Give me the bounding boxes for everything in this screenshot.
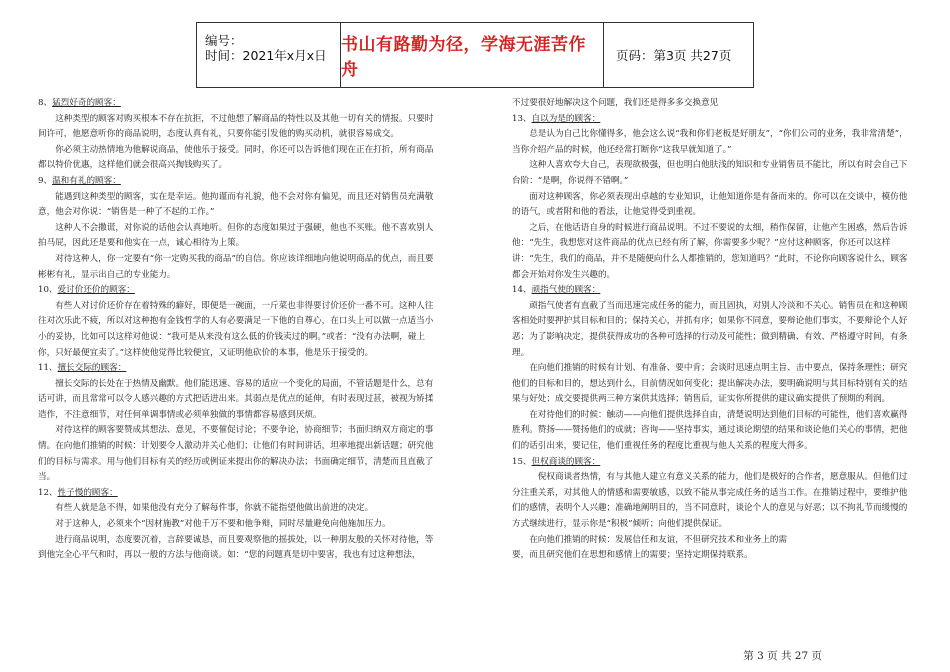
section-title: 但权商谈的顾客： — [531, 456, 601, 467]
section-heading — [38, 486, 436, 502]
paragraph: 要，而且研究他们在思想和感情上的需要；坚持定期保持联系。 — [512, 550, 753, 561]
section-heading — [38, 361, 436, 377]
paragraph: 这种人喜欢夸大自己，表现欲极强，但也明白他肤浅的知识和专业销售员不能比，所以有时会自己下台阶：“是啊，你说得不错啊。” — [512, 160, 908, 186]
paragraph: 不过要很好地解决这个问题，我们还是得多多交换意见 — [512, 98, 719, 108]
page-header — [196, 22, 754, 88]
section-title: 爱讨价还价的顾客： — [57, 285, 135, 296]
section-title: 性子慢的顾客： — [57, 487, 118, 498]
paragraph: 对于这种人，必须来个“因材施教”对他千万不要和他争辩，同时尽量避免向他施加压力。 — [55, 519, 391, 530]
section-number: 9、 — [38, 175, 53, 186]
paragraph: 倪权商谈者热情，有与其他人建立有意义关系的能力，他们是极好的合作者，愿意服从。但他们过分注重关系，对其他人的情感和需要敏感，以致不能从事完成任务的适当工作。在推销过程中，要维护他们的感情，表明个人兴趣；准确地阐明目的，当不同意时，谈论个人的意见与好恶；以不拘礼节而缓慢的方式继续进行，显示你是“积极”倾听；向他们提供保证。 — [512, 472, 908, 530]
section-heading — [38, 283, 436, 299]
paragraph: 在对待他们的时候：触动——向他们提供选择自由，清楚说明达到他们目标的可能性，他们喜欢赢得胜利。赞扬——赞扬他们的成就；咨询——坚持事实，通过谈论期望的结果和谈论他们关心的事情，把他们的话引出来，要记住，他们重视任务的程度比重视与他人关系的程度大得多。 — [512, 409, 908, 452]
paragraph: 面对这种顾客，你必须表现出卓越的专业知识，让他知道你是有备而来的。你可以在交谈中，模仿他的语气，或者附和他的看法，让他觉得受到重视。 — [512, 191, 908, 218]
section-number: 14、 — [512, 285, 532, 296]
section-number: 8、 — [38, 98, 53, 108]
paragraph: 对待这种人，你一定要有“你一定购买我的商品”的自信。你应该详细地向他说明商品的优点，而且要彬彬有礼，显示出自己的专业能力。 — [38, 253, 434, 280]
paragraph: 擅长交际的长处在于热情及幽默。他们能迅速、容易的适应一个变化的局面，不管话题是什么，总有话可讲，而且常常可以令人感兴趣的方式把话进出来。其弱点是优点的延伸，有时表现过甚，被视为矫揉造作，不注意细节，对任何单调事情或必须单独做的事情都容易感到厌烦。 — [38, 378, 434, 420]
section-title: 擅长交际的顾客： — [57, 363, 127, 374]
paragraph: 总是认为自己比你懂得多，他会这么说“我和你们老板是好朋友”，“你们公司的业务，我非常清楚”，当你介绍产品的时候，他还经常打断你“这我早就知道了。” — [512, 129, 908, 155]
paragraph: 这种类型的顾客对购买根本不存在抗拒，不过他想了解商品的特性以及其他一切有关的情报。只要时间许可，他愿意听你的商品说明，态度认真有礼，只要你能引发他的购买动机，就很容易成交。 — [38, 113, 434, 140]
header-info — [197, 23, 341, 87]
paragraph: 对待这样的顾客要赞成其想法、意见，不要催促讨论；不要争论，协商细节；书面归纳双方商定的事情。在向他们推销的时候：计划要令人激动并关心他们；让他们有时间讲话，坦率地提出新话题；研究他们的目标与需求。用与他们目标有关的经历或例证来提出你的解决办法；书面确定细节，清楚而且直截了当。 — [38, 425, 434, 483]
right-column — [512, 96, 912, 564]
section-number: 11、 — [38, 363, 58, 374]
section-title: 温和有礼的顾客： — [52, 175, 121, 186]
paragraph: 进行商品说明，态度要沉着，言辞要诚恳，而且要观察他的摇拔处，以一种朋友般的关怀对待他，等到他完全心平气和时，再以一般的方法与他商谈。如：“您的问题真是切中要害，我也有过这种想法， — [38, 534, 434, 561]
section-title: 自以为是的顾客： — [531, 113, 601, 124]
motto: 书山有路勤为径，学海无涯苦作舟 — [341, 23, 604, 87]
section-heading — [38, 96, 436, 112]
section-title: 顽指气使的顾客： — [531, 285, 601, 296]
paragraph: 能遇到这种类型的顾客，实在是幸运。他拘谨而有礼貌，他不会对你有偏见，而且还对销售员充满敬意，他会对你说：“销售是一种了不起的工作。” — [38, 191, 434, 218]
section-heading — [512, 112, 912, 128]
section-number: 12、 — [38, 487, 58, 498]
section-title: 猛烈好奇的顾客： — [52, 98, 121, 108]
serial-number: 编号： — [205, 33, 243, 48]
page-indicator: 页码：第3页 共27页 — [616, 48, 732, 63]
paragraph: 在向他们推销的时候：发展信任和友谊，不但研究技术和业务上的需 — [529, 534, 788, 545]
section-number: 15、 — [512, 456, 532, 467]
paragraph: 顽指气使者有直截了当而迅速完成任务的能力，而且固执，对别人冷淡和不关心。销售员在和这种顾客相处时要押护其目标和目的；保持关心，并抓有序；如果你不同意，要辩论他们事实，不要辩论个人好恶；为了影响决定，提供获得成功的各种可选择的行动及可能性；做到精确、有效、严格遵守时间，有条理。 — [512, 300, 908, 358]
section-number: 13、 — [512, 113, 532, 124]
paragraph: 之后，在他话语自身的时候进行商品说明。不过不要说的太细，稍作保留，让他产生困惑，然后告诉他：“先生，我想您对这件商品的优点已经有所了解，你需要多少呢？”应付这种顾客，你还可以这样讲：“先生，我们的商品，并不是随便向什么人都推销的，您知道吗？”此时，不论你向顾客说什么，顾客都会开始对你发生兴趣的。 — [512, 222, 908, 280]
section-heading — [512, 283, 912, 299]
paragraph: 这种人不会撒谎，对你说的话他会认真地听。但你的态度如果过于强硬，他也不买账。他不喜欢别人拍马屁，因此还是要和他实在一点，诚心相待为上策。 — [38, 222, 434, 249]
paragraph: 在向他们推销的时候有计划、有准备、要中肯；会谈时迅速点明主旨、击中要点，保持条理性；研究他们的目标和目的，想达到什么，目前情况如何变化；提出解决办法，要明确说明与其目标特别有关的结果与好处；成交要提供两三种方案供其选择；销售后，证实你所提供的建议确实提供了预期的利润。 — [512, 363, 908, 405]
paragraph: 你必须主动热情地为他解说商品，使他乐于接受。同时，你还可以告诉他们现在正在打折，所有商品都以特价优惠，这样他们就会很高兴掏钱购买了。 — [38, 144, 434, 171]
paragraph: 有些人对讨价还价存在着特殊的癖好，即便是一碗面，一斤菜也非得要讨价还价一番不可。这种人往往对次乐此不疲，所以对这种抱有金钱哲学的人有必要满足一下他的自尊心，在口头上可以做一点适当小小的妥协，比如可以这样对他说：“我可是从来没有这么低的价钱卖过的啊。”或者：“没有办法啊，碰上你，只好最便宜卖了。”这样使他觉得比较便宜，又证明他砍价的本事，他是乐于接受的。 — [38, 300, 434, 358]
section-number: 10、 — [38, 285, 58, 296]
page-footer: 第 3 页 共 27 页 — [743, 650, 822, 662]
section-heading — [38, 174, 436, 190]
paragraph: 有些人就是急不得，如果他没有充分了解每件事，你就不能指望他做出前进的决定。 — [55, 503, 374, 514]
date-line: 时间：2021年x月x日 — [205, 48, 327, 63]
left-column — [38, 96, 436, 564]
section-heading — [512, 455, 912, 471]
